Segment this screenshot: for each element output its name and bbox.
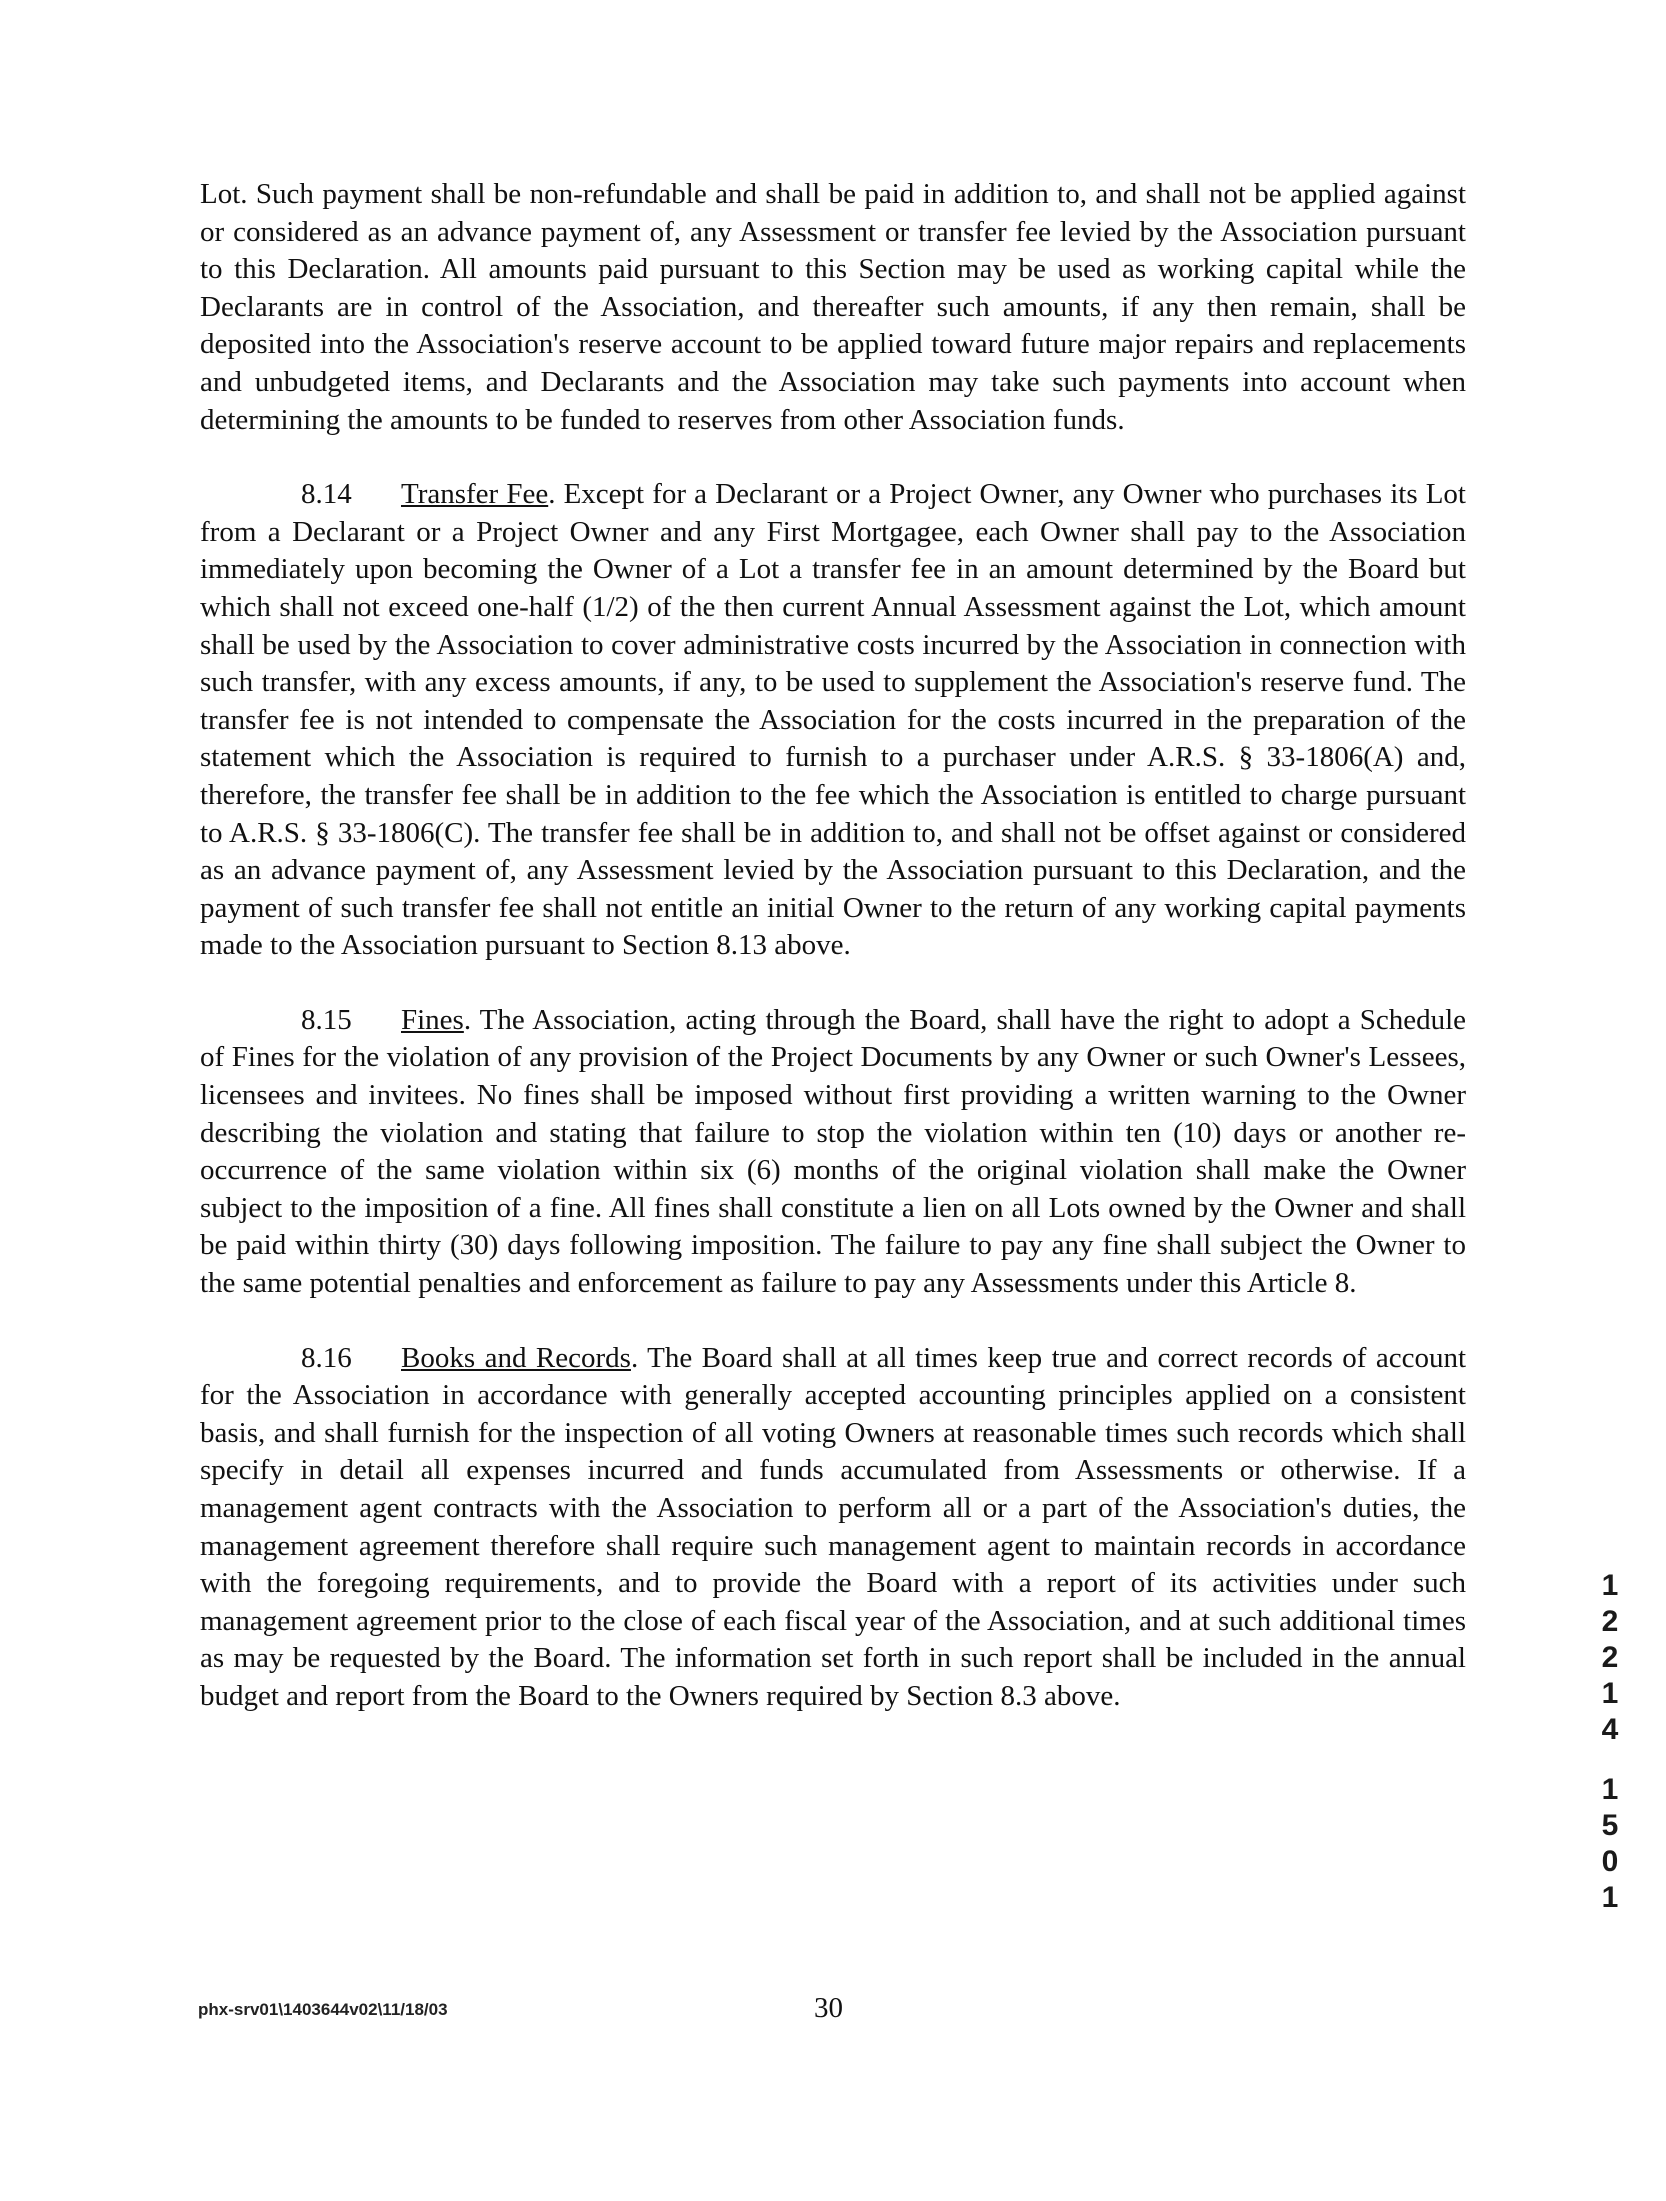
section-title: Transfer Fee xyxy=(401,478,549,511)
stamp-digit: 2 xyxy=(1601,1605,1619,1638)
section-8-16 xyxy=(200,1340,1466,1716)
section-number: 8.14 xyxy=(301,478,352,511)
section-text: . The Board shall at all times keep true and correct records of account for the Association in accordance with generally accepted accounting principles applied on a consistent basis, and shall furnish for the inspection of all voting Owners at reasonable times such records which shall specify in detail all expenses incurred and funds accumulated from Assessments or otherwise. If a management agent contracts with the Association to perform all or a part of the Association's duties, the management agreement therefore shall require such management agent to maintain records in accordance with the foregoing requirements, and to provide the Board with a report of its activities under such management agreement prior to the close of each fiscal year of the Association, and at such additional times as may be requested by the Board. The information set forth in such report shall be included in the annual budget and report from the Board to the Owners required by Section 8.3 above. xyxy=(200,1341,1466,1712)
stamp-digit: 1 xyxy=(1601,1773,1619,1806)
stamp-group-2 xyxy=(1592,1772,1628,1916)
footer-document-id: phx-srv01\1403644v02\11/18/03 xyxy=(198,2000,448,2019)
section-title: Fines xyxy=(401,1003,464,1036)
stamp-digit: 1 xyxy=(1601,1881,1619,1914)
stamp-group-1 xyxy=(1592,1568,1628,1748)
stamp-digit: 0 xyxy=(1601,1845,1619,1878)
section-text: . Except for a Declarant or a Project Owner, any Owner who purchases its Lot from a Declarant or a Project Owner and any First Mortgagee, each Owner shall pay to the Association immediately upon becoming the Owner of a Lot a transfer fee in an amount determined by the Board but which shall not exceed one-half (1/2) of the then current Annual Assessment against the Lot, which amount shall be used by the Association to cover administrative costs incurred by the Association in connection with such transfer, with any excess amounts, if any, to be used to supplement the Association's reserve fund. The transfer fee is not intended to compensate the Association for the costs incurred in the preparation of the statement which the Association is required to furnish to a purchaser under A.R.S. § 33-1806(A) and, therefore, the transfer fee shall be in addition to the fee which the Association is entitled to charge pursuant to A.R.S. § 33-1806(C). The transfer fee shall be in addition to, and shall not be offset against or considered as an advance payment of, any Assessment levied by the Association pursuant to this Declaration, and the payment of such transfer fee shall not entitle an initial Owner to the return of any working capital payments made to the Association pursuant to Section 8.13 above. xyxy=(200,478,1466,962)
stamp-digit: 4 xyxy=(1601,1713,1619,1746)
section-title: Books and Records xyxy=(401,1341,631,1374)
section-number: 8.15 xyxy=(301,1003,352,1036)
recording-stamp-number xyxy=(1592,1568,1628,1916)
document-body xyxy=(200,176,1466,1753)
stamp-digit: 2 xyxy=(1601,1641,1619,1674)
page-number: 30 xyxy=(814,1992,843,2024)
section-text: . The Association, acting through the Board, shall have the right to adopt a Schedule of Fines for the violation of any provision of the Project Documents by any Owner or such Owner's Lessees, licensees and invitees. No fines shall be imposed without first providing a written warning to the Owner describing the violation and stating that failure to stop the violation within ten (10) days or another re-occurrence of the same violation within six (6) months of the original violation shall make the Owner subject to the imposition of a fine. All fines shall constitute a lien on all Lots owned by the Owner and shall be paid within thirty (30) days following imposition. The failure to pay any fine shall subject the Owner to the same potential penalties and enforcement as failure to pay any Assessments under this Article 8. xyxy=(200,1003,1466,1300)
section-8-15 xyxy=(200,1002,1466,1303)
stamp-digit: 1 xyxy=(1601,1569,1619,1602)
stamp-digit: 5 xyxy=(1601,1809,1619,1842)
stamp-digit: 1 xyxy=(1601,1677,1619,1710)
section-8-14 xyxy=(200,476,1466,965)
section-number: 8.16 xyxy=(301,1341,352,1374)
paragraph-continuation: Lot. Such payment shall be non-refundable and shall be paid in addition to, and shall not be applied against or considered as an advance payment of, any Assessment or transfer fee levied by the Association pursuant to this Declaration. All amounts paid pursuant to this Section may be used as working capital while the Declarants are in control of the Association, and thereafter such amounts, if any then remain, shall be deposited into the Association's reserve account to be applied toward future major repairs and replacements and unbudgeted items, and Declarants and the Association may take such payments into account when determining the amounts to be funded to reserves from other Association funds. xyxy=(200,178,1466,436)
